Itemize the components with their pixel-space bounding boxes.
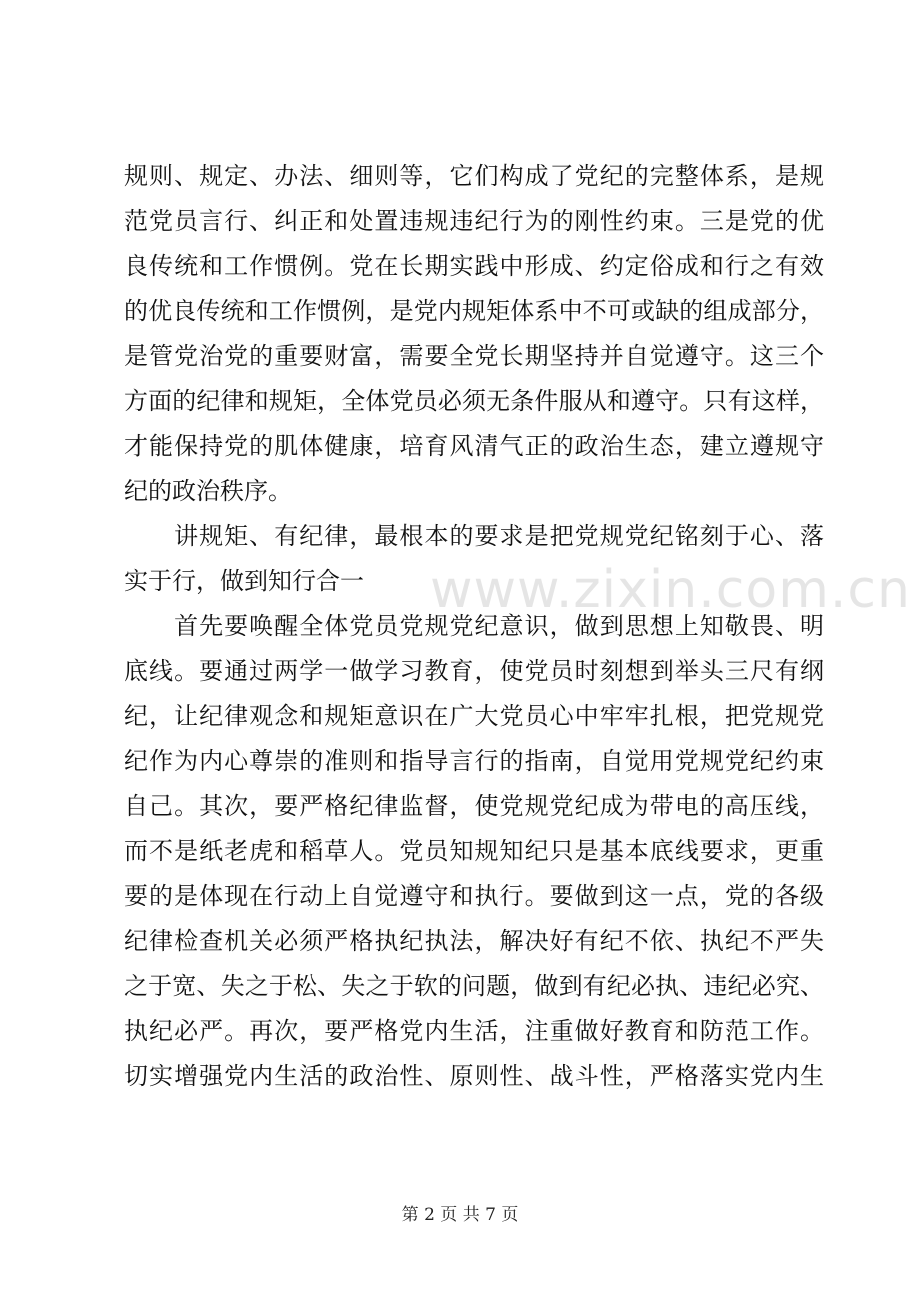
text-line: 是管党治党的重要财富，需要全党长期坚持并自觉遵守。这三个 [124,342,824,370]
text-line: 执纪必严。再次，要严格党内生活，注重做好教育和防范工作。 [124,1017,824,1045]
text-line: 实于行，做到知行合一 [124,567,364,595]
text-line: 底线。要通过两学一做学习教育，使党员时刻想到举头三尺有纲 [124,657,824,685]
text-line: 首先要唤醒全体党员党规党纪意识，做到思想上知敬畏、明 [124,612,824,640]
text-line: 纪，让纪律观念和规矩意识在广大党员心中牢牢扎根，把党规党 [124,702,824,730]
text-line: 纪律检查机关必须严格执纪执法，解决好有纪不依、执纪不严失 [124,927,824,955]
text-line: 纪的政治秩序。 [124,477,292,505]
text-line: 范党员言行、纠正和处置违规违纪行为的刚性约束。三是党的优 [124,207,824,235]
text-line: 而不是纸老虎和稻草人。党员知规知纪只是基本底线要求，更重 [124,837,824,865]
text-line: 的优良传统和工作惯例，是党内规矩体系中不可或缺的组成部分， [124,297,824,325]
text-line: 之于宽、失之于松、失之于软的问题，做到有纪必执、违纪必究、 [124,972,824,1000]
text-line: 纪作为内心尊崇的准则和指导言行的指南，自觉用党规党纪约束 [124,747,824,775]
text-line: 要的是体现在行动上自觉遵守和执行。要做到这一点，党的各级 [124,882,824,910]
watermark: www.zixin.com.cn [430,560,911,620]
page-number-footer: 第 2 页 共 7 页 [401,1205,519,1225]
text-line: 自己。其次，要严格纪律监督，使党规党纪成为带电的高压线， [124,792,824,820]
text-line: 讲规矩、有纪律，最根本的要求是把党规党纪铭刻于心、落 [124,522,824,550]
text-line: 才能保持党的肌体健康，培育风清气正的政治生态，建立遵规守 [124,432,824,460]
text-line: 切实增强党内生活的政治性、原则性、战斗性，严格落实党内生 [124,1062,824,1090]
text-line: 规则、规定、办法、细则等，它们构成了党纪的完整体系，是规 [124,162,824,190]
body-text [124,154,824,1099]
text-line: 良传统和工作惯例。党在长期实践中形成、约定俗成和行之有效 [124,252,824,280]
text-line: 方面的纪律和规矩，全体党员必须无条件服从和遵守。只有这样， [124,387,824,415]
